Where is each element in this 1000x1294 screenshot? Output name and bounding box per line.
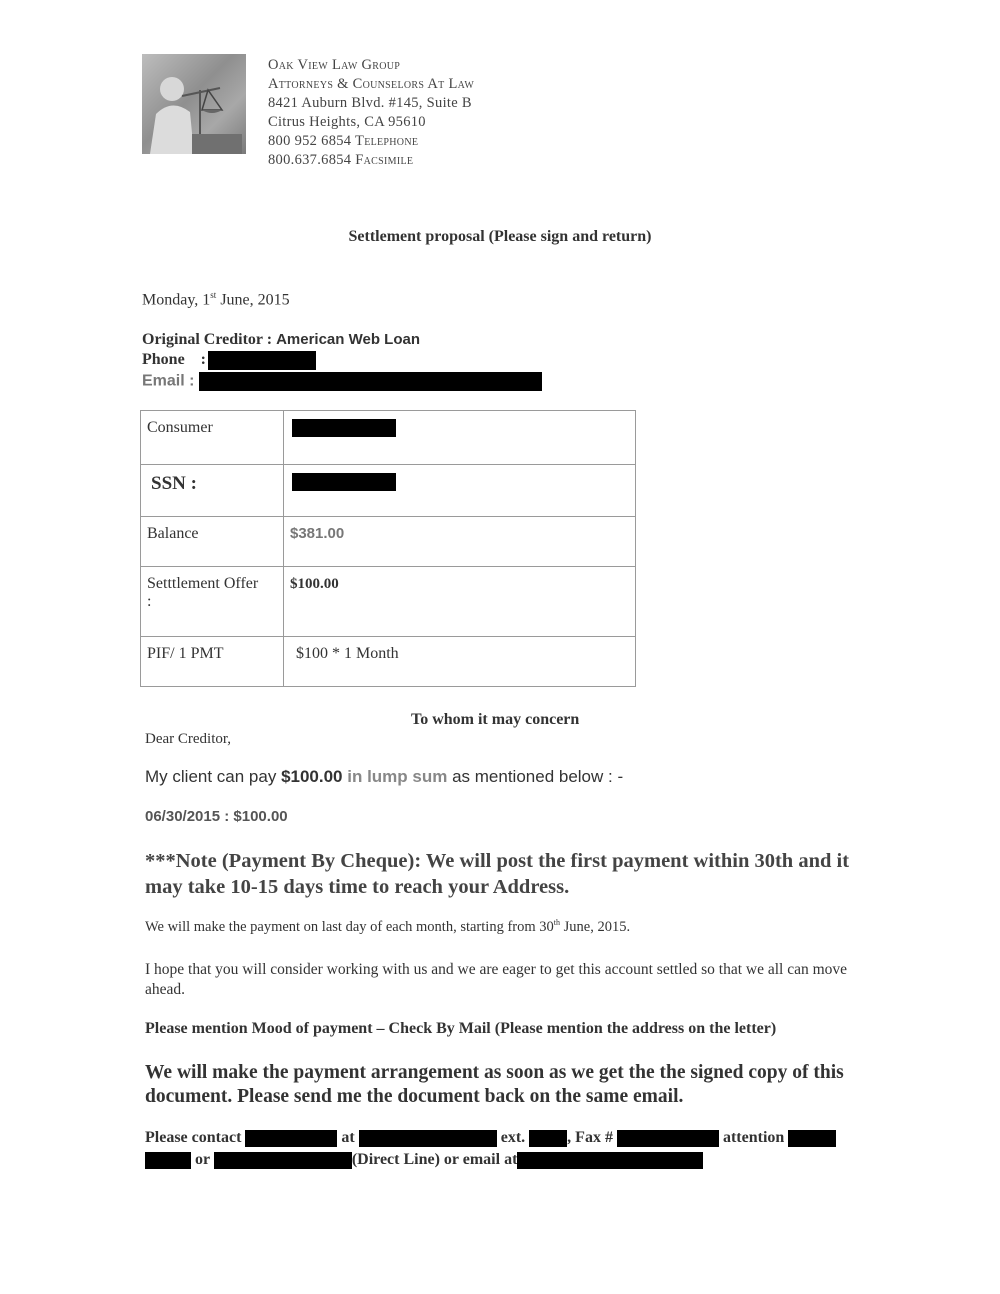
account-table <box>140 410 636 687</box>
phone-colon: : <box>200 351 206 369</box>
contact-fax-redaction <box>617 1130 719 1147</box>
contact-at: at <box>337 1129 359 1146</box>
offer-cell <box>284 567 636 637</box>
payment-schedule-line: 06/30/2015 : $100.00 <box>145 808 288 825</box>
creditor-label: Original Creditor : <box>142 331 277 348</box>
table-row <box>141 465 636 517</box>
offer-label <box>141 567 284 637</box>
lady-justice-icon <box>142 54 246 154</box>
contact-email-redaction <box>517 1152 703 1169</box>
ssn-redaction <box>292 473 396 491</box>
lump-text-b: in lump sum <box>342 767 448 786</box>
offer-value: $100.00 <box>290 576 339 592</box>
monthly-text-a: We will make the payment on last day of each month, starting from 30 <box>145 918 554 935</box>
table-row <box>141 411 636 465</box>
lump-text-c: as mentioned below : - <box>447 767 624 786</box>
contact-attention: attention <box>718 1129 789 1146</box>
creditor-value: American Web Loan <box>276 331 420 348</box>
contact-paragraph <box>145 1127 875 1171</box>
firm-fax-number: 800.637.6854 <box>268 152 352 168</box>
monthly-text-b: June, 2015. <box>560 918 631 935</box>
ssn-cell <box>141 465 284 517</box>
creditor-line <box>142 331 420 349</box>
pif-label: PIF/ 1 PMT <box>141 637 284 687</box>
contact-or: or <box>191 1151 214 1168</box>
email-label: Email : <box>142 372 195 390</box>
firm-phone-suffix: Telephone <box>355 133 419 149</box>
contact-direct: (Direct Line) or email at <box>351 1151 518 1168</box>
contact-fax: , Fax # <box>567 1129 617 1146</box>
ssn-label: SSN : <box>151 473 197 494</box>
contact-ext: ext. <box>496 1129 530 1146</box>
lump-amount: $100.00 <box>281 767 343 786</box>
contact-phone-redaction <box>359 1130 497 1147</box>
arrangement-paragraph: We will make the payment arrangement as soon as we get the the signed copy of this document. Please send me the document back on the same email. <box>145 1062 844 1107</box>
contact-text-1: Please contact <box>145 1129 246 1146</box>
email-line <box>142 372 542 391</box>
phone-line <box>142 351 316 370</box>
date-sup: st <box>210 290 217 300</box>
ssn-value <box>284 465 636 517</box>
consumer-label: Consumer <box>141 411 284 465</box>
balance-value: $381.00 <box>290 525 345 542</box>
concern-heading: To whom it may concern <box>411 711 580 728</box>
date-rest: June, 2015 <box>216 291 290 309</box>
phone-label: Phone <box>142 351 185 369</box>
consumer-redaction <box>292 419 396 437</box>
contact-name-redaction <box>245 1130 337 1147</box>
monthly-sup: th <box>553 918 560 927</box>
lump-text-a: My client can pay <box>145 767 282 786</box>
offer-label-line-2: : <box>147 593 152 610</box>
salutation: Dear Creditor, <box>145 731 232 747</box>
pif-cell <box>284 637 636 687</box>
hope-paragraph: I hope that you will consider working with us and we are eager to get this account settled so that we all can move ahead. <box>145 961 848 998</box>
lump-sum-line <box>145 767 623 787</box>
table-row <box>141 637 636 687</box>
firm-address-1: 8421 Auburn Blvd. #145, Suite B <box>268 95 472 111</box>
contact-attention-redaction-2 <box>145 1152 191 1169</box>
email-redaction <box>199 372 542 391</box>
consumer-value <box>284 411 636 465</box>
table-row <box>141 567 636 637</box>
contact-ext-redaction <box>529 1130 567 1147</box>
firm-logo <box>142 54 246 154</box>
firm-subtitle: Attorneys & Counselors At Law <box>268 76 475 92</box>
firm-phone <box>268 132 474 151</box>
letter-date <box>142 290 290 309</box>
balance-label: Balance <box>141 517 284 567</box>
firm-fax <box>268 151 474 170</box>
monthly-payment-line <box>145 918 630 936</box>
phone-redaction <box>208 351 316 370</box>
firm-fax-suffix: Facsimile <box>355 152 414 168</box>
payment-mode-line: Please mention Mood of payment – Check By Mail (Please mention the address on the letter) <box>145 1020 777 1037</box>
document-title: Settlement proposal (Please sign and return) <box>348 228 652 245</box>
balance-cell <box>284 517 636 567</box>
date-weekday: Monday, 1 <box>142 291 211 309</box>
contact-direct-redaction <box>214 1152 352 1169</box>
firm-phone-number: 800 952 6854 <box>268 133 352 149</box>
firm-letterhead <box>268 56 474 170</box>
pif-value: $100 * 1 Month <box>296 645 399 662</box>
cheque-note: ***Note (Payment By Cheque): We will post the first payment within 30th and it may take 10-15 days time to reach your Address. <box>145 850 850 898</box>
firm-name: Oak View Law Group <box>268 57 401 73</box>
offer-label-line-1: Setttlement Offer <box>147 575 259 592</box>
table-row <box>141 517 636 567</box>
firm-address-2: Citrus Heights, CA 95610 <box>268 114 426 130</box>
contact-attention-redaction <box>788 1130 836 1147</box>
